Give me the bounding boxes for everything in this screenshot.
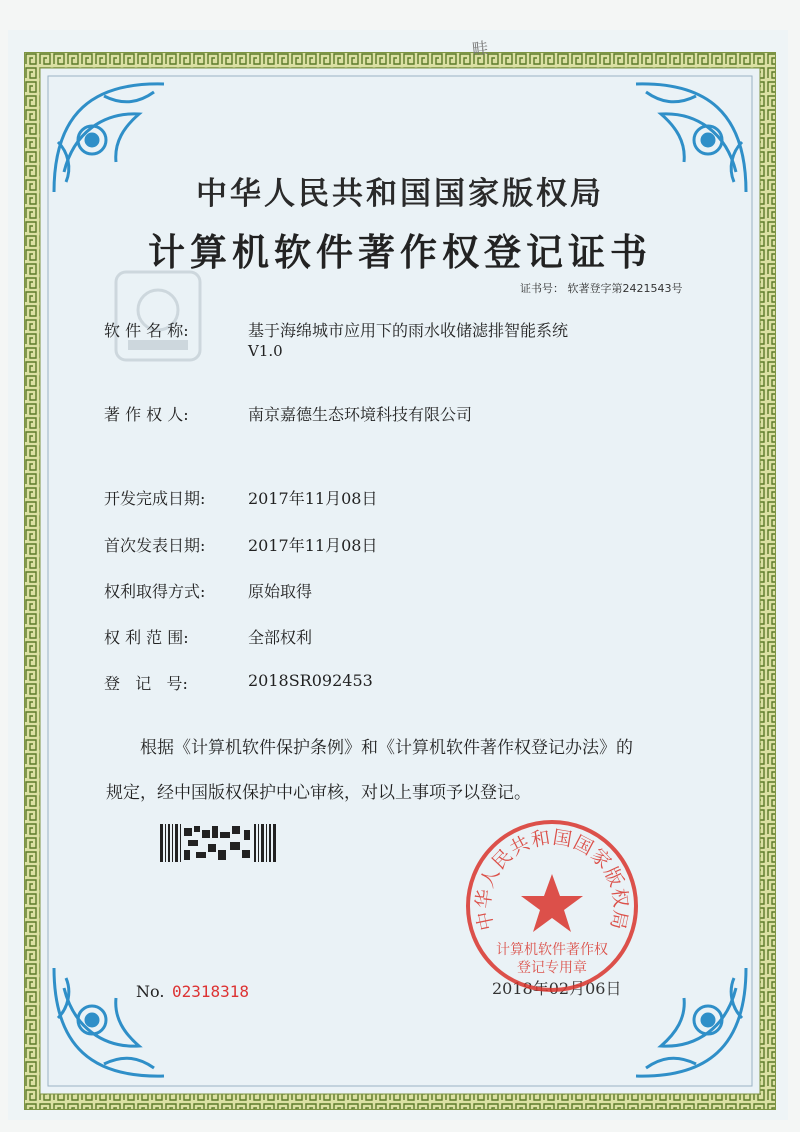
certificate-number: 证书号： 软著登字第2421543号 [520,282,683,295]
watermark-emblem [112,268,204,364]
field-label-publication-date: 首次发表日期: [104,536,206,555]
official-seal [464,818,640,994]
field-label-acquisition-method: 权利取得方式: [104,582,206,601]
field-label-development-date: 开发完成日期: [104,489,206,508]
field-value-registration-number: 2018SR092453 [248,671,373,690]
issue-date: 2018年02月06日 [492,979,622,998]
field-label-rights-scope: 权 利 范 围: [104,628,189,647]
handwritten-mark: 畦 [471,38,490,59]
serial-label: No. [136,982,165,1001]
serial-number: 02318318 [172,982,250,1001]
field-value-software-version: V1.0 [248,342,283,360]
statement-line-2: 规定，经中国版权保护中心审核，对以上事项予以登记。 [106,783,531,803]
barcode [160,824,276,862]
field-label-software-name: 软 件 名 称: [104,321,189,340]
svg-text:计算机软件著作权: 计算机软件著作权 [496,942,608,958]
field-value-software-name: 基于海绵城市应用下的雨水收储滤排智能系统 [248,321,569,340]
field-label-copyright-owner: 著 作 权 人: [104,405,189,424]
field-value-rights-scope: 全部权利 [248,628,313,647]
svg-text:登记专用章: 登记专用章 [517,960,587,976]
field-value-acquisition-method: 原始取得 [248,582,313,601]
certificate-title: 计算机软件著作权登记证书 [148,230,652,274]
issuer-title: 中华人民共和国国家版权局 [196,176,604,212]
field-value-development-date: 2017年11月08日 [248,489,378,508]
corner-ornament-bottom-left [44,958,184,1088]
svg-text:中华人民共和国国家版权局: 中华人民共和国国家版权局 [472,826,632,933]
field-value-copyright-owner: 南京嘉德生态环境科技有限公司 [248,405,473,424]
statement-line-1: 根据《计算机软件保护条例》和《计算机软件著作权登记办法》的 [140,738,633,758]
field-value-publication-date: 2017年11月08日 [248,536,378,555]
field-label-registration-number: 登 记 号: [104,674,188,693]
